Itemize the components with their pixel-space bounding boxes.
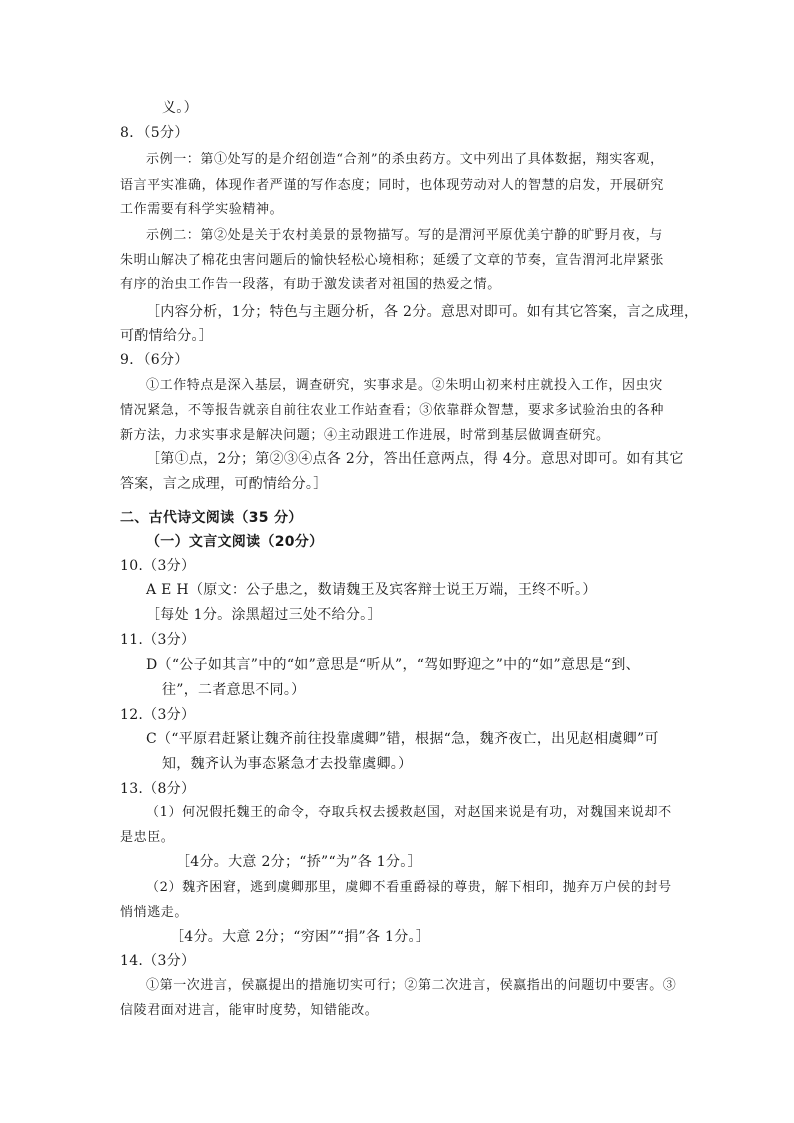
answer-line: 是忠臣。: [120, 830, 175, 845]
text-line: 义。）: [162, 100, 198, 116]
scoring-note: 可酌情给分。］: [120, 328, 214, 344]
text-line: 新方法，力求实事求是解决问题；④主动跟进工作进展，时常到基层做调查研究。: [120, 428, 610, 443]
subsection-heading: （一）文言文阅读（20分）: [146, 534, 324, 550]
answer-line: ①第一次进言，侯嬴提出的措施切实可行；②第二次进言，侯嬴指出的问题切中要害。③: [146, 978, 677, 993]
section-heading: 二、古代诗文阅读（35 分）: [120, 510, 303, 526]
text-line: 有序的治虫工作告一段落，有助于激发读者对祖国的热爱之情。: [120, 277, 501, 292]
question-number: 14.（3分）: [120, 953, 196, 969]
question-number: 8．（5分）: [120, 125, 189, 141]
scoring-note: 答案，言之成理，可酌情给分。］: [120, 476, 328, 492]
question-number: 10.（3分）: [120, 558, 196, 574]
answer-line: C（“平原君赶紧让魏齐前往投靠虞卿”错，根据“急，魏齐夜亡，出见赵相虞卿”可: [146, 731, 659, 747]
scoring-note: ［4分。大意 2分；“挢”“为”各 1分。］: [176, 854, 422, 870]
answer-line: 往”，二者意思不同。）: [162, 682, 306, 698]
answer-line: （1）何况假托魏王的命令，夺取兵权去援救赵国，对赵国来说是有功，对魏国来说却不: [146, 805, 672, 820]
text-line: 语言平实准确，体现作者严谨的写作态度；同时，也体现劳动对人的智慧的启发，开展研究: [120, 178, 665, 193]
scoring-note: ［内容分析，1分；特色与主题分析，各 2分。意思对即可。如有其它答案，言之成理，: [146, 304, 699, 320]
question-number: 13.（8分）: [120, 781, 196, 797]
text-line: ①工作特点是深入基层，调查研究，实事求是。②朱明山初来村庄就投入工作，因虫灾: [146, 378, 663, 393]
question-number: 11.（3分）: [120, 632, 196, 648]
text-line: 工作需要有科学实验精神。: [120, 202, 284, 217]
answer-line: 知，魏齐认为事态紧急才去投靠虞卿。）: [162, 756, 413, 772]
question-number: 9．（6分）: [120, 352, 189, 368]
answer-line: 信陵君面对进言，能审时度势，知错能改。: [120, 1003, 379, 1018]
answer-line: 悄悄逃走。: [120, 905, 189, 920]
question-number: 12.（3分）: [120, 707, 196, 723]
text-line: 朱明山解决了棉花虫害问题后的愉快轻松心境相称；延缓了文章的节奏，宣告渭河北岸紧张: [120, 253, 665, 268]
scoring-note: ［每处 1分。涂黑超过三处不给分。］: [146, 607, 382, 623]
text-line: 情况紧急，不等报告就亲自前往农业工作站查看；③依靠群众智慧，要求多试验治虫的各种: [120, 403, 665, 418]
answer-line: （2）魏齐困窘，逃到虞卿那里，虞卿不看重爵禄的尊贵，解下相印，抛弃万户侯的封号: [146, 880, 672, 895]
answer-line: D（“公子如其言”中的“如”意思是“听从”，“驾如野迎之”中的“如”意思是“到、: [146, 657, 640, 673]
scoring-note: ［4分。大意 2分；“穷困”“捐”各 1分。］: [170, 929, 431, 945]
answer-line: A E H（原文：公子患之，数请魏王及宾客辩士说王万端，王终不听。）: [146, 582, 597, 598]
scoring-note: ［第①点，2分；第②③④点各 2分，答出任意两点，得 4分。意思对即可。如有其它: [146, 451, 684, 467]
text-line: 示例二：第②处是关于农村美景的景物描写。写的是渭河平原优美宁静的旷野月夜，与: [146, 228, 663, 243]
text-line: 示例一：第①处写的是介绍创造“合剂”的杀虫药方。文中列出了具体数据，翔实客观，: [146, 152, 664, 167]
